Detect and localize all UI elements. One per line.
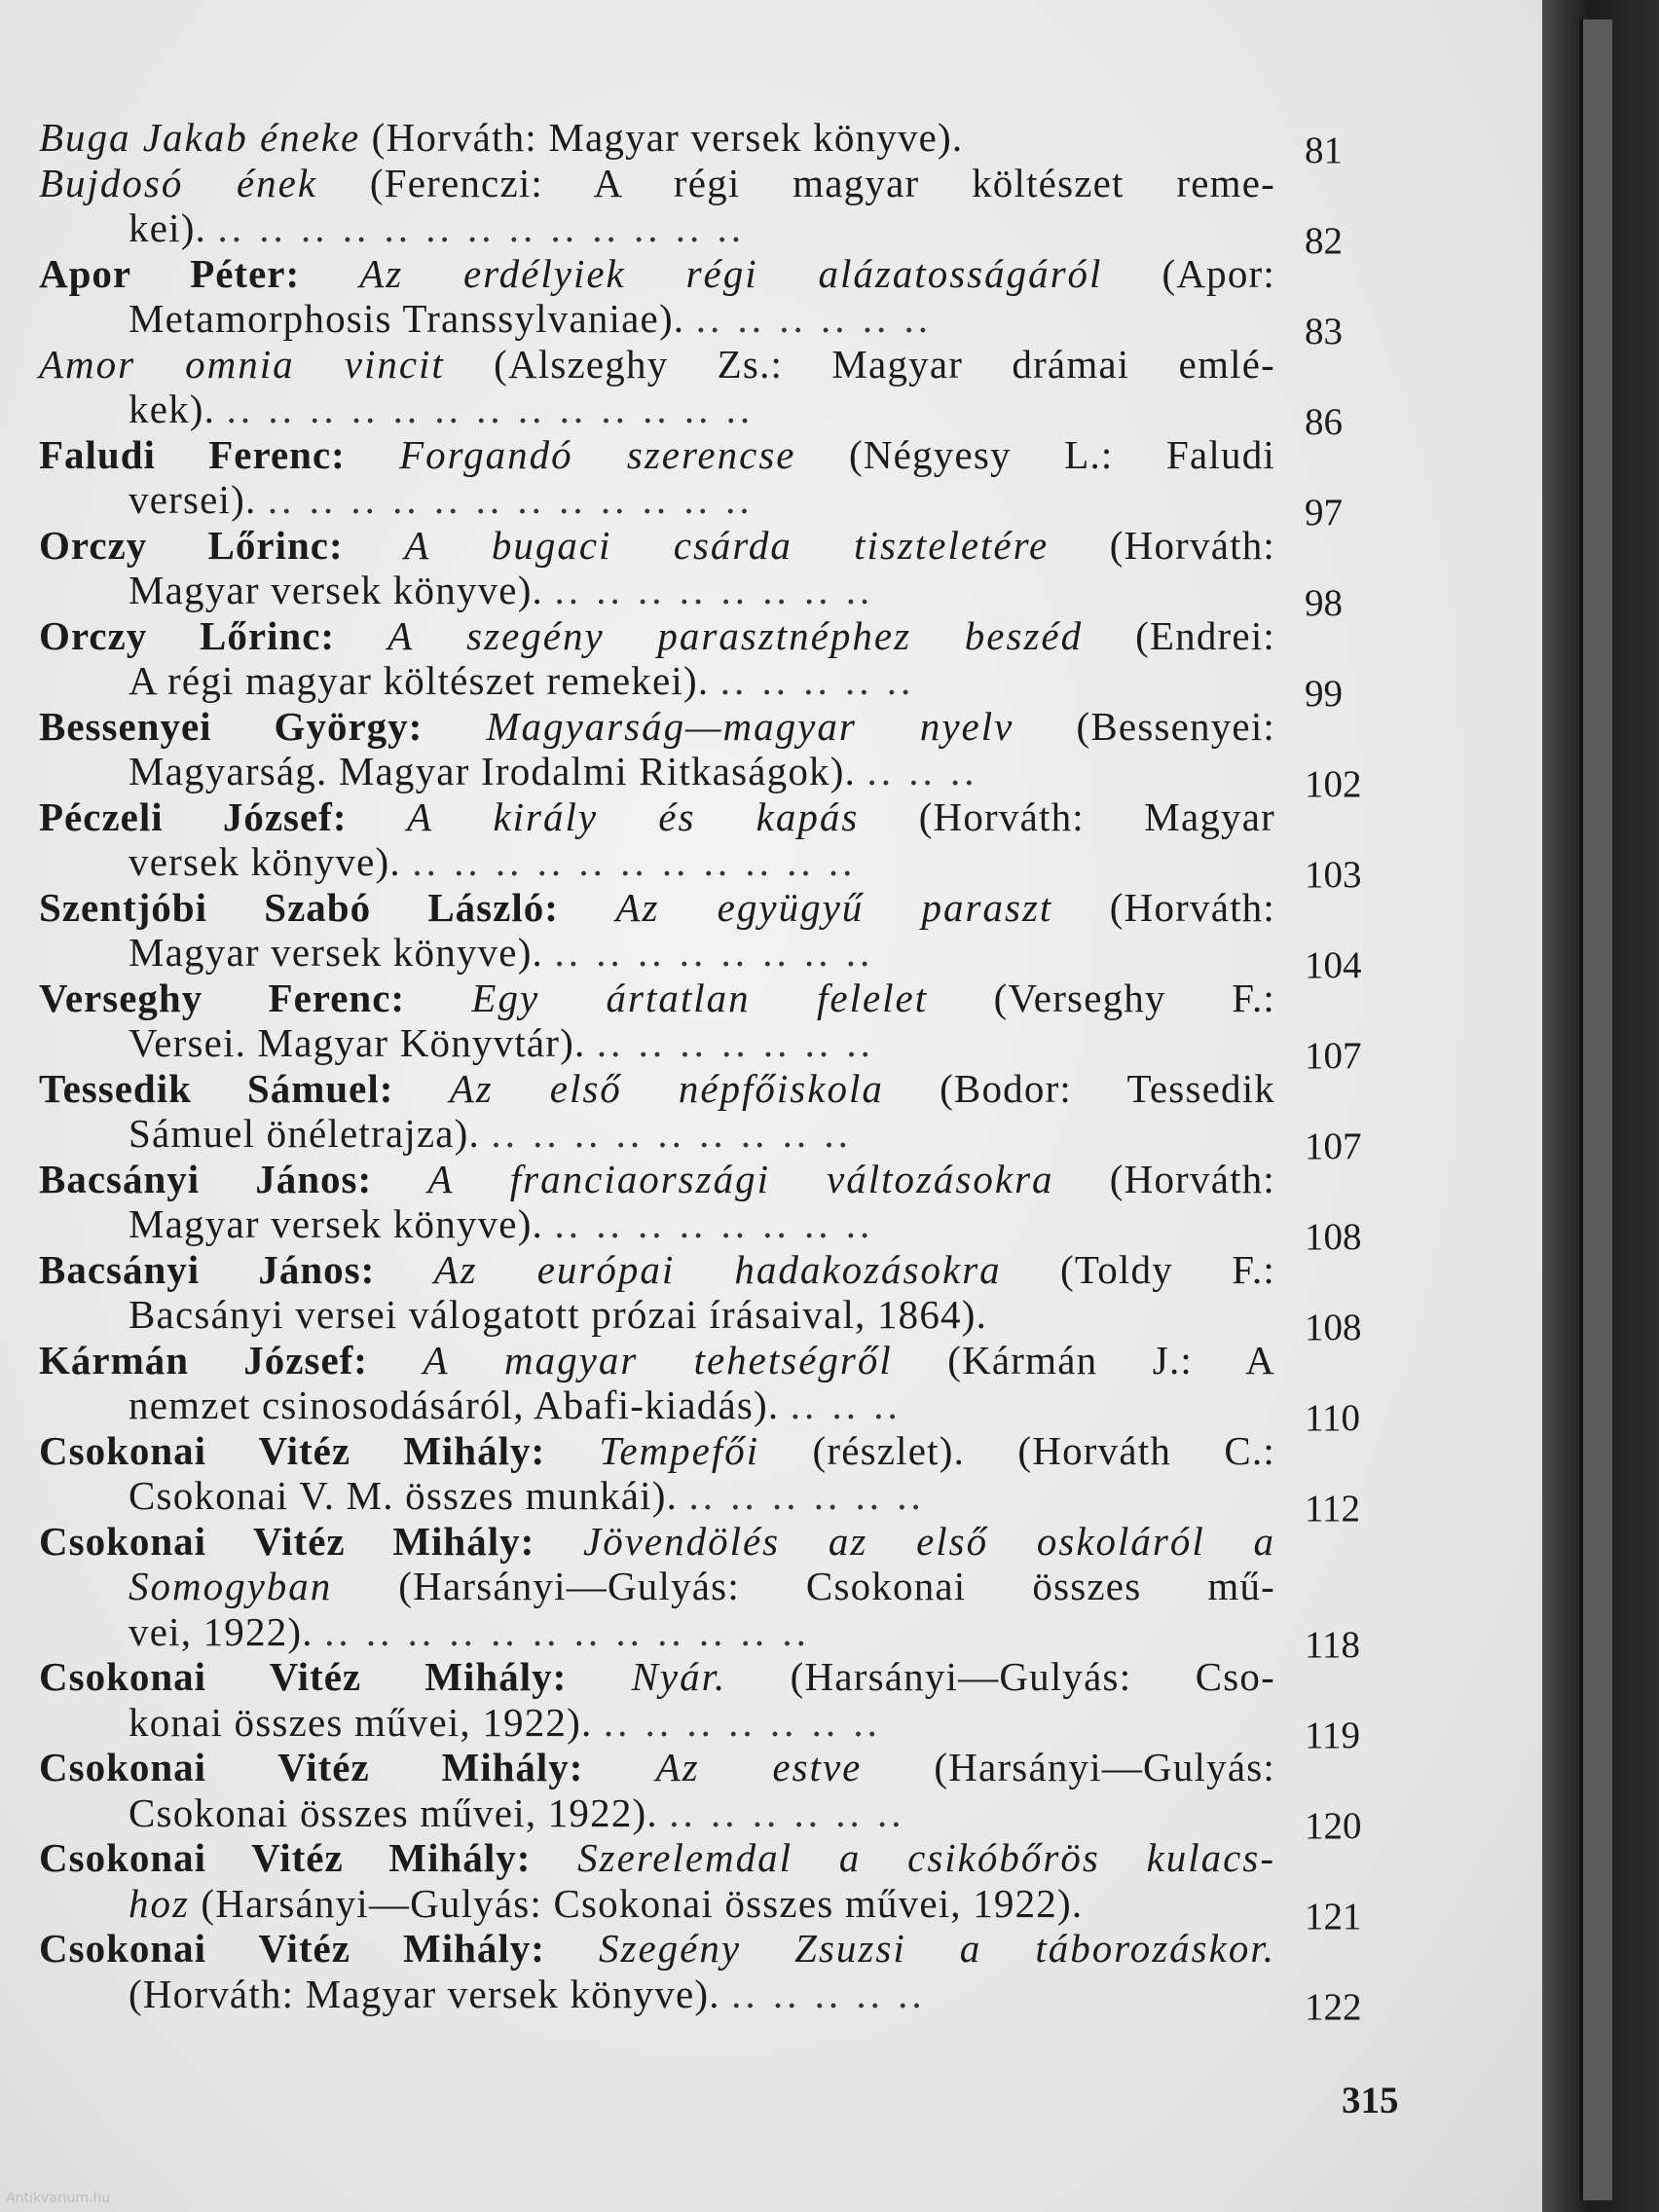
entry-source: (Harsányi—Gulyás: Cso- (726, 1654, 1275, 1699)
toc-entry-line (39, 976, 1275, 1021)
toc-entry (39, 1518, 1421, 1666)
dot-leader: .. .. .. (866, 749, 978, 793)
toc-entry-line (39, 1020, 1362, 1077)
entry-author: Szentjóbi Szabó László: (39, 884, 559, 930)
toc-entry-line (39, 523, 1275, 569)
entry-source: (Harsányi—Gulyás: (862, 1745, 1275, 1789)
book-cover-edge (1542, 0, 1659, 2212)
toc-entry (39, 612, 1421, 715)
dot-leader: .. .. .. .. .. .. .. (596, 1020, 874, 1065)
entry-title: Az európai hadakozásokra (375, 1246, 1002, 1292)
dot-leader: .. .. .. .. .. .. .. .. .. (491, 1111, 852, 1156)
toc-entry-line (39, 1292, 1362, 1348)
toc-entry-line (39, 885, 1275, 931)
dot-leader: .. .. .. .. .. .. .. .. .. .. .. (412, 839, 857, 884)
entry-title: Forgandó szerencse (345, 431, 796, 477)
entry-page-number: 107 (1305, 1035, 1362, 1077)
entry-page-number: 120 (1305, 1804, 1362, 1847)
toc-entry-line (39, 1428, 1275, 1474)
entry-title: Bujdosó ének (39, 160, 318, 205)
entry-author: Csokonai Vitéz Mihály: (39, 1835, 532, 1880)
entry-source: (Kármán J.: A (892, 1337, 1275, 1382)
dot-leader: .. .. .. .. .. .. .. .. (554, 1201, 874, 1246)
entry-author: Apor Péter: (39, 250, 301, 296)
entry-source: (Bessenyei: (1014, 703, 1276, 749)
entry-source: (Horváth: (1052, 884, 1275, 930)
dot-leader: .. .. .. .. .. .. .. .. (554, 568, 874, 612)
entry-source: Magyarság. Magyar Irodalmi Ritkaságok). (129, 749, 867, 793)
toc-entry-line (39, 1971, 1362, 2028)
entry-page-number: 81 (1305, 129, 1343, 171)
entry-title: A franciaországi változásokra (372, 1156, 1054, 1201)
entry-source: (Négyesy L.: Faludi (795, 431, 1275, 477)
entry-source: A régi magyar költészet remekei). (129, 658, 720, 703)
toc-entry-line (39, 613, 1275, 659)
entry-source: Bacsányi versei válogatott prózai írásaival, 1864). (129, 1292, 988, 1337)
entry-title: Szegény Zsuzsi a táborozáskor. (544, 1926, 1275, 1971)
entry-source: (Ferenczi: A régi magyar költészet reme- (317, 160, 1275, 205)
entry-page-number: 98 (1305, 582, 1343, 624)
toc-entry (39, 341, 1421, 443)
toc-entry (39, 884, 1421, 986)
toc-entry (39, 250, 1421, 352)
toc-entry (39, 1427, 1421, 1530)
entry-author: Kármán József: (39, 1337, 368, 1382)
entry-title: Az estve (583, 1745, 863, 1789)
entry-source: (részlet). (Horváth C.: (759, 1427, 1275, 1473)
entry-source: (Harsányi—Gulyás: Csokonai összes művei, 1922). (189, 1880, 1084, 1926)
toc-entry (39, 1835, 1421, 1937)
dot-leader: .. .. .. .. .. .. .. .. (554, 930, 874, 975)
book-cover-spine (1580, 19, 1612, 2200)
toc-entry-line (39, 296, 1343, 352)
entry-title: A szegény parasztnéphez beszéd (335, 612, 1084, 658)
watermark: Antikvarium.hu (6, 2191, 111, 2206)
toc-entry-line (39, 477, 1343, 534)
entry-source: (Horváth: Magyar (859, 793, 1275, 839)
entry-source: Magyar versek könyve). (129, 930, 555, 975)
entry-title: hoz (129, 1880, 190, 1926)
dot-leader: .. .. .. .. .. .. .. .. .. .. .. .. (267, 477, 754, 522)
toc-entry (39, 1156, 1421, 1258)
toc-entry-line (39, 115, 1343, 171)
toc-entry-line (39, 1699, 1361, 1756)
toc-entry (39, 1246, 1421, 1348)
entry-source: (Toldy F.: (1001, 1246, 1275, 1292)
entry-source: Sámuel önéletrajza). (129, 1111, 492, 1156)
toc-entry-line (39, 387, 1343, 443)
dot-leader: .. .. .. .. .. .. .. .. .. .. .. .. .. (217, 205, 745, 250)
entry-author: Csokonai Vitéz Mihály: (39, 1926, 545, 1971)
entry-title: Tempefői (545, 1427, 760, 1473)
entry-title: Jövendölés az első oskoláról a (535, 1518, 1275, 1564)
entry-source: vei, 1922). (129, 1608, 325, 1654)
toc-entry-line (39, 1745, 1275, 1790)
entry-title: A király és kapás (347, 793, 860, 839)
toc-entry (39, 975, 1421, 1077)
entry-source: versei). (129, 477, 268, 522)
entry-source: (Endrei: (1083, 612, 1275, 658)
entry-source: kek). (129, 387, 227, 431)
dot-leader: .. .. .. .. .. (731, 1971, 926, 2016)
entry-title: Az együgyű paraszt (558, 884, 1053, 930)
entry-page-number: 99 (1305, 673, 1343, 715)
entry-page-number: 118 (1305, 1623, 1361, 1666)
entry-title: Somogyban (129, 1564, 333, 1608)
toc-entry-line (39, 1519, 1275, 1565)
toc-entry-line (39, 1835, 1275, 1881)
dot-leader: .. .. .. (790, 1382, 902, 1427)
entry-page-number: 122 (1305, 1985, 1362, 2028)
entry-source: konai összes művei, 1922). (129, 1699, 604, 1745)
toc-entry (39, 1337, 1421, 1439)
entry-title: Szerelemdal a csikóbőrös kulacs- (531, 1835, 1275, 1880)
entry-source: (Horváth: (1049, 522, 1275, 568)
toc-entry-line (39, 1654, 1275, 1700)
entry-title: Amor omnia vincit (39, 341, 445, 387)
entry-page-number: 110 (1305, 1397, 1361, 1439)
toc-entry-line (39, 658, 1343, 715)
toc-entry-line (39, 1111, 1362, 1167)
entry-author: Faludi Ferenc: (39, 431, 346, 477)
dot-leader: .. .. .. .. .. (719, 658, 915, 703)
entry-title: Az erdélyiek régi alázatosságáról (300, 250, 1103, 296)
toc-entry (39, 160, 1421, 262)
toc-entry-line (39, 749, 1362, 805)
entry-page-number: 121 (1305, 1895, 1362, 1937)
entry-source: (Harsányi—Gulyás: Csokonai összes mű- (332, 1564, 1275, 1608)
entry-author: Bacsányi János: (39, 1246, 376, 1292)
dot-leader: .. .. .. .. .. .. (695, 296, 932, 341)
page-number: 315 (1342, 2080, 1399, 2121)
entry-source: (Horváth: Magyar versek könyve). (360, 115, 964, 160)
entry-title: Nyár. (567, 1654, 727, 1699)
entry-source: (Horváth: Magyar versek könyve). (129, 1971, 732, 2016)
entry-source: Versei. Magyar Könyvtár). (129, 1020, 597, 1065)
toc-entry-line (39, 342, 1275, 387)
toc-entry-line (39, 794, 1275, 840)
dot-leader: .. .. .. .. .. .. .. (603, 1699, 881, 1745)
entry-source: Magyar versek könyve). (129, 1201, 555, 1246)
entry-page-number: 119 (1305, 1714, 1361, 1756)
entry-page-number: 108 (1305, 1307, 1362, 1348)
toc-entry (39, 1926, 1421, 2028)
entry-source: kei). (129, 205, 218, 250)
dot-leader: .. .. .. .. .. .. .. .. .. .. .. .. (324, 1608, 810, 1654)
entry-source: Metamorphosis Transsylvaniae). (129, 296, 696, 341)
entry-author: Csokonai Vitéz Mihály: (39, 1427, 546, 1473)
toc-entry (39, 522, 1421, 624)
toc-entry (39, 1065, 1421, 1167)
entry-page-number: 82 (1305, 220, 1343, 262)
toc-entry-line (39, 1157, 1275, 1202)
toc-entry-line (39, 1608, 1361, 1666)
toc-entry (39, 1654, 1421, 1756)
toc-entry-line (39, 1066, 1275, 1112)
toc-entry-line (39, 704, 1275, 750)
dot-leader: .. .. .. .. .. .. .. .. .. .. .. .. .. (226, 387, 755, 431)
toc-entry-line (39, 1473, 1361, 1530)
table-of-contents (39, 115, 1421, 2028)
entry-page-number: 108 (1305, 1216, 1362, 1258)
toc-entry (39, 1745, 1421, 1847)
entry-title: A bugaci csárda tiszteletére (343, 522, 1050, 568)
entry-source: Csokonai összes művei, 1922). (129, 1789, 670, 1835)
entry-page-number: 112 (1305, 1488, 1361, 1530)
toc-entry-line (39, 839, 1362, 896)
dot-leader: .. .. .. .. .. .. (688, 1473, 925, 1518)
toc-entry-line (39, 1926, 1275, 1972)
toc-entry-line (39, 205, 1343, 262)
entry-page-number: 103 (1305, 854, 1362, 896)
toc-entry (39, 115, 1421, 171)
entry-source: nemzet csinosodásáról, Abafi-kiadás). (129, 1382, 791, 1427)
entry-source: versek könyve). (129, 839, 413, 884)
entry-source: Magyar versek könyve). (129, 568, 555, 612)
entry-author: Péczeli József: (39, 793, 348, 839)
entry-page-number: 83 (1305, 311, 1343, 352)
toc-entry-line (39, 1789, 1362, 1847)
entry-author: Csokonai Vitéz Mihály: (39, 1745, 584, 1789)
toc-entry-line (39, 1201, 1362, 1258)
entry-author: Tessedik Sámuel: (39, 1065, 394, 1111)
entry-author: Csokonai Vitéz Mihály: (39, 1518, 535, 1564)
toc-entry-line (39, 568, 1343, 624)
entry-source: (Verseghy F.: (928, 975, 1276, 1020)
entry-source: Csokonai V. M. összes munkái). (129, 1473, 689, 1518)
toc-entry-line (39, 1338, 1275, 1383)
entry-author: Orczy Lőrinc: (39, 522, 344, 568)
entry-source: (Apor: (1102, 250, 1275, 296)
entry-title: Magyarság—magyar nyelv (423, 703, 1014, 749)
toc-entry-line (39, 161, 1275, 206)
toc-entry-line (39, 251, 1275, 297)
entry-page-number: 97 (1305, 492, 1343, 534)
entry-page-number: 102 (1305, 763, 1362, 805)
entry-title: Buga Jakab éneke (39, 115, 361, 160)
entry-title: Az első népfőiskola (393, 1065, 884, 1111)
entry-page-number: 107 (1305, 1125, 1362, 1167)
toc-entry-line (39, 1880, 1362, 1937)
entry-author: Bessenyei György: (39, 703, 424, 749)
toc-entry-line (39, 1382, 1361, 1439)
toc-entry-line (39, 432, 1275, 478)
entry-page-number: 104 (1305, 944, 1362, 986)
entry-page-number: 86 (1305, 401, 1343, 443)
entry-source: (Alszeghy Zs.: Magyar drámai emlé- (444, 341, 1275, 387)
toc-entry (39, 703, 1421, 805)
entry-author: Verseghy Ferenc: (39, 975, 406, 1020)
toc-entry (39, 793, 1421, 896)
entry-author: Csokonai Vitéz Mihály: (39, 1654, 568, 1699)
entry-author: Bacsányi János: (39, 1156, 373, 1201)
toc-entry-line (39, 1247, 1275, 1293)
entry-title: A magyar tehetségről (367, 1337, 893, 1382)
entry-author: Orczy Lőrinc: (39, 612, 336, 658)
toc-entry-line (39, 1564, 1275, 1609)
dot-leader: .. .. .. .. .. .. (669, 1789, 905, 1835)
entry-source: (Horváth: (1053, 1156, 1275, 1201)
toc-entry (39, 431, 1421, 534)
entry-source: (Bodor: Tessedik (883, 1065, 1275, 1111)
entry-title: Egy ártatlan felelet (405, 975, 929, 1020)
toc-entry-line (39, 930, 1362, 986)
